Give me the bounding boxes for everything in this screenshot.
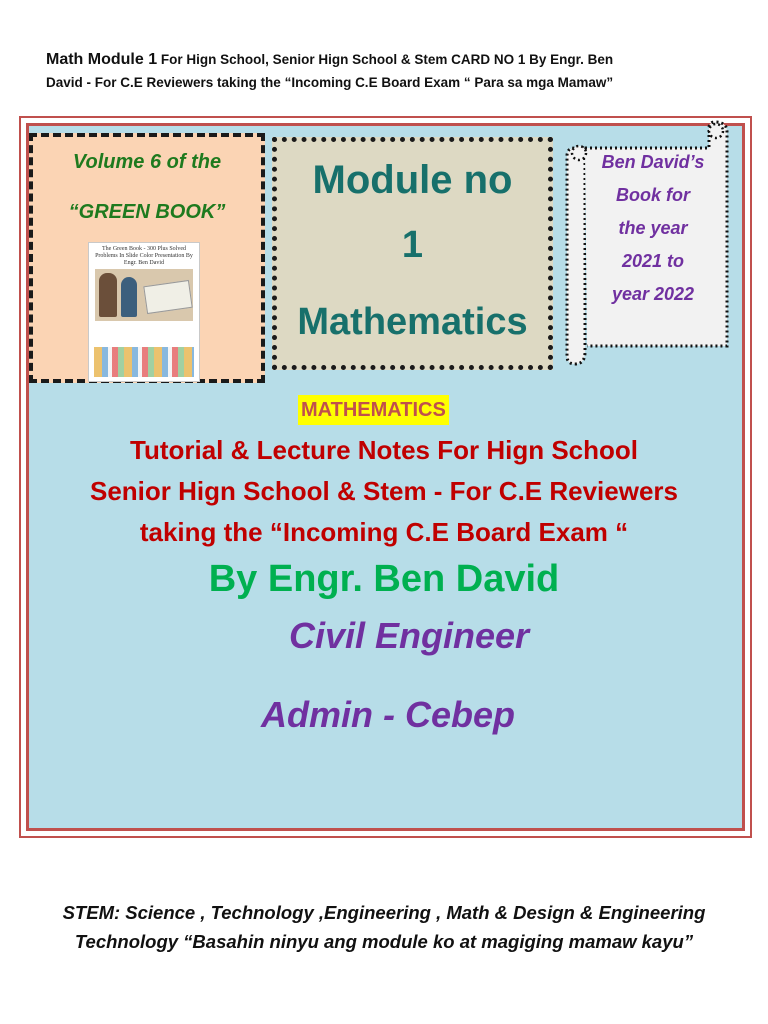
document-footer [20, 898, 748, 956]
module-label: Module no [312, 158, 513, 202]
author-role: Admin - Cebep [260, 694, 515, 735]
author-byline: By Engr. Ben David [208, 558, 560, 600]
scroll-line3: the year [618, 218, 688, 238]
author-title: Civil Engineer [288, 615, 530, 656]
header-line2: David - For C.E Reviewers taking the “Incoming C.E Board Exam “ Para sa mga Mamaw” [46, 75, 614, 90]
cover-title: The Green Book - 300 Plus Solved Problems In Slide Color Presentation By Engr. Ben David [95, 246, 193, 266]
scroll-line4: 2021 to [621, 251, 685, 271]
document-header [46, 48, 736, 94]
scroll-line1: Ben David’s [601, 152, 705, 172]
module-title-box [272, 137, 553, 370]
volume-line1: Volume 6 of the [72, 151, 222, 173]
scroll-banner [563, 118, 733, 368]
volume-box [29, 133, 265, 383]
cover-person-2 [121, 277, 137, 317]
tutorial-line3: taking the “Incoming C.E Board Exam “ [139, 517, 629, 547]
header-module-label: Math Module 1 [46, 51, 158, 68]
tutorial-description [30, 430, 738, 553]
scroll-line2: Book for [616, 185, 690, 205]
tutorial-line1: Tutorial & Lecture Notes For Hign School [130, 435, 638, 465]
header-line1: For Hign School, Senior Hign School & Stem CARD NO 1 By Engr. Ben [157, 52, 614, 67]
tutorial-line2: Senior Hign School & Stem - For C.E Reviewers [89, 476, 678, 506]
green-book-cover-image [88, 242, 200, 382]
cover-slide-thumbnails [94, 347, 194, 377]
volume-line2: “GREEN BOOK” [68, 201, 226, 223]
scroll-text [585, 146, 721, 311]
subject-highlight: MATHEMATICS [298, 395, 449, 425]
module-subject: Mathematics [297, 301, 528, 343]
scroll-line5: year 2022 [611, 284, 695, 304]
footer-line2: Technology “Basahin ninyu ang module ko at magiging mamaw kayu” [74, 931, 694, 952]
cover-person-1 [99, 273, 117, 317]
module-number: 1 [401, 224, 424, 266]
footer-line1: STEM: Science , Technology ,Engineering , Math & Design & Engineering [62, 902, 706, 923]
